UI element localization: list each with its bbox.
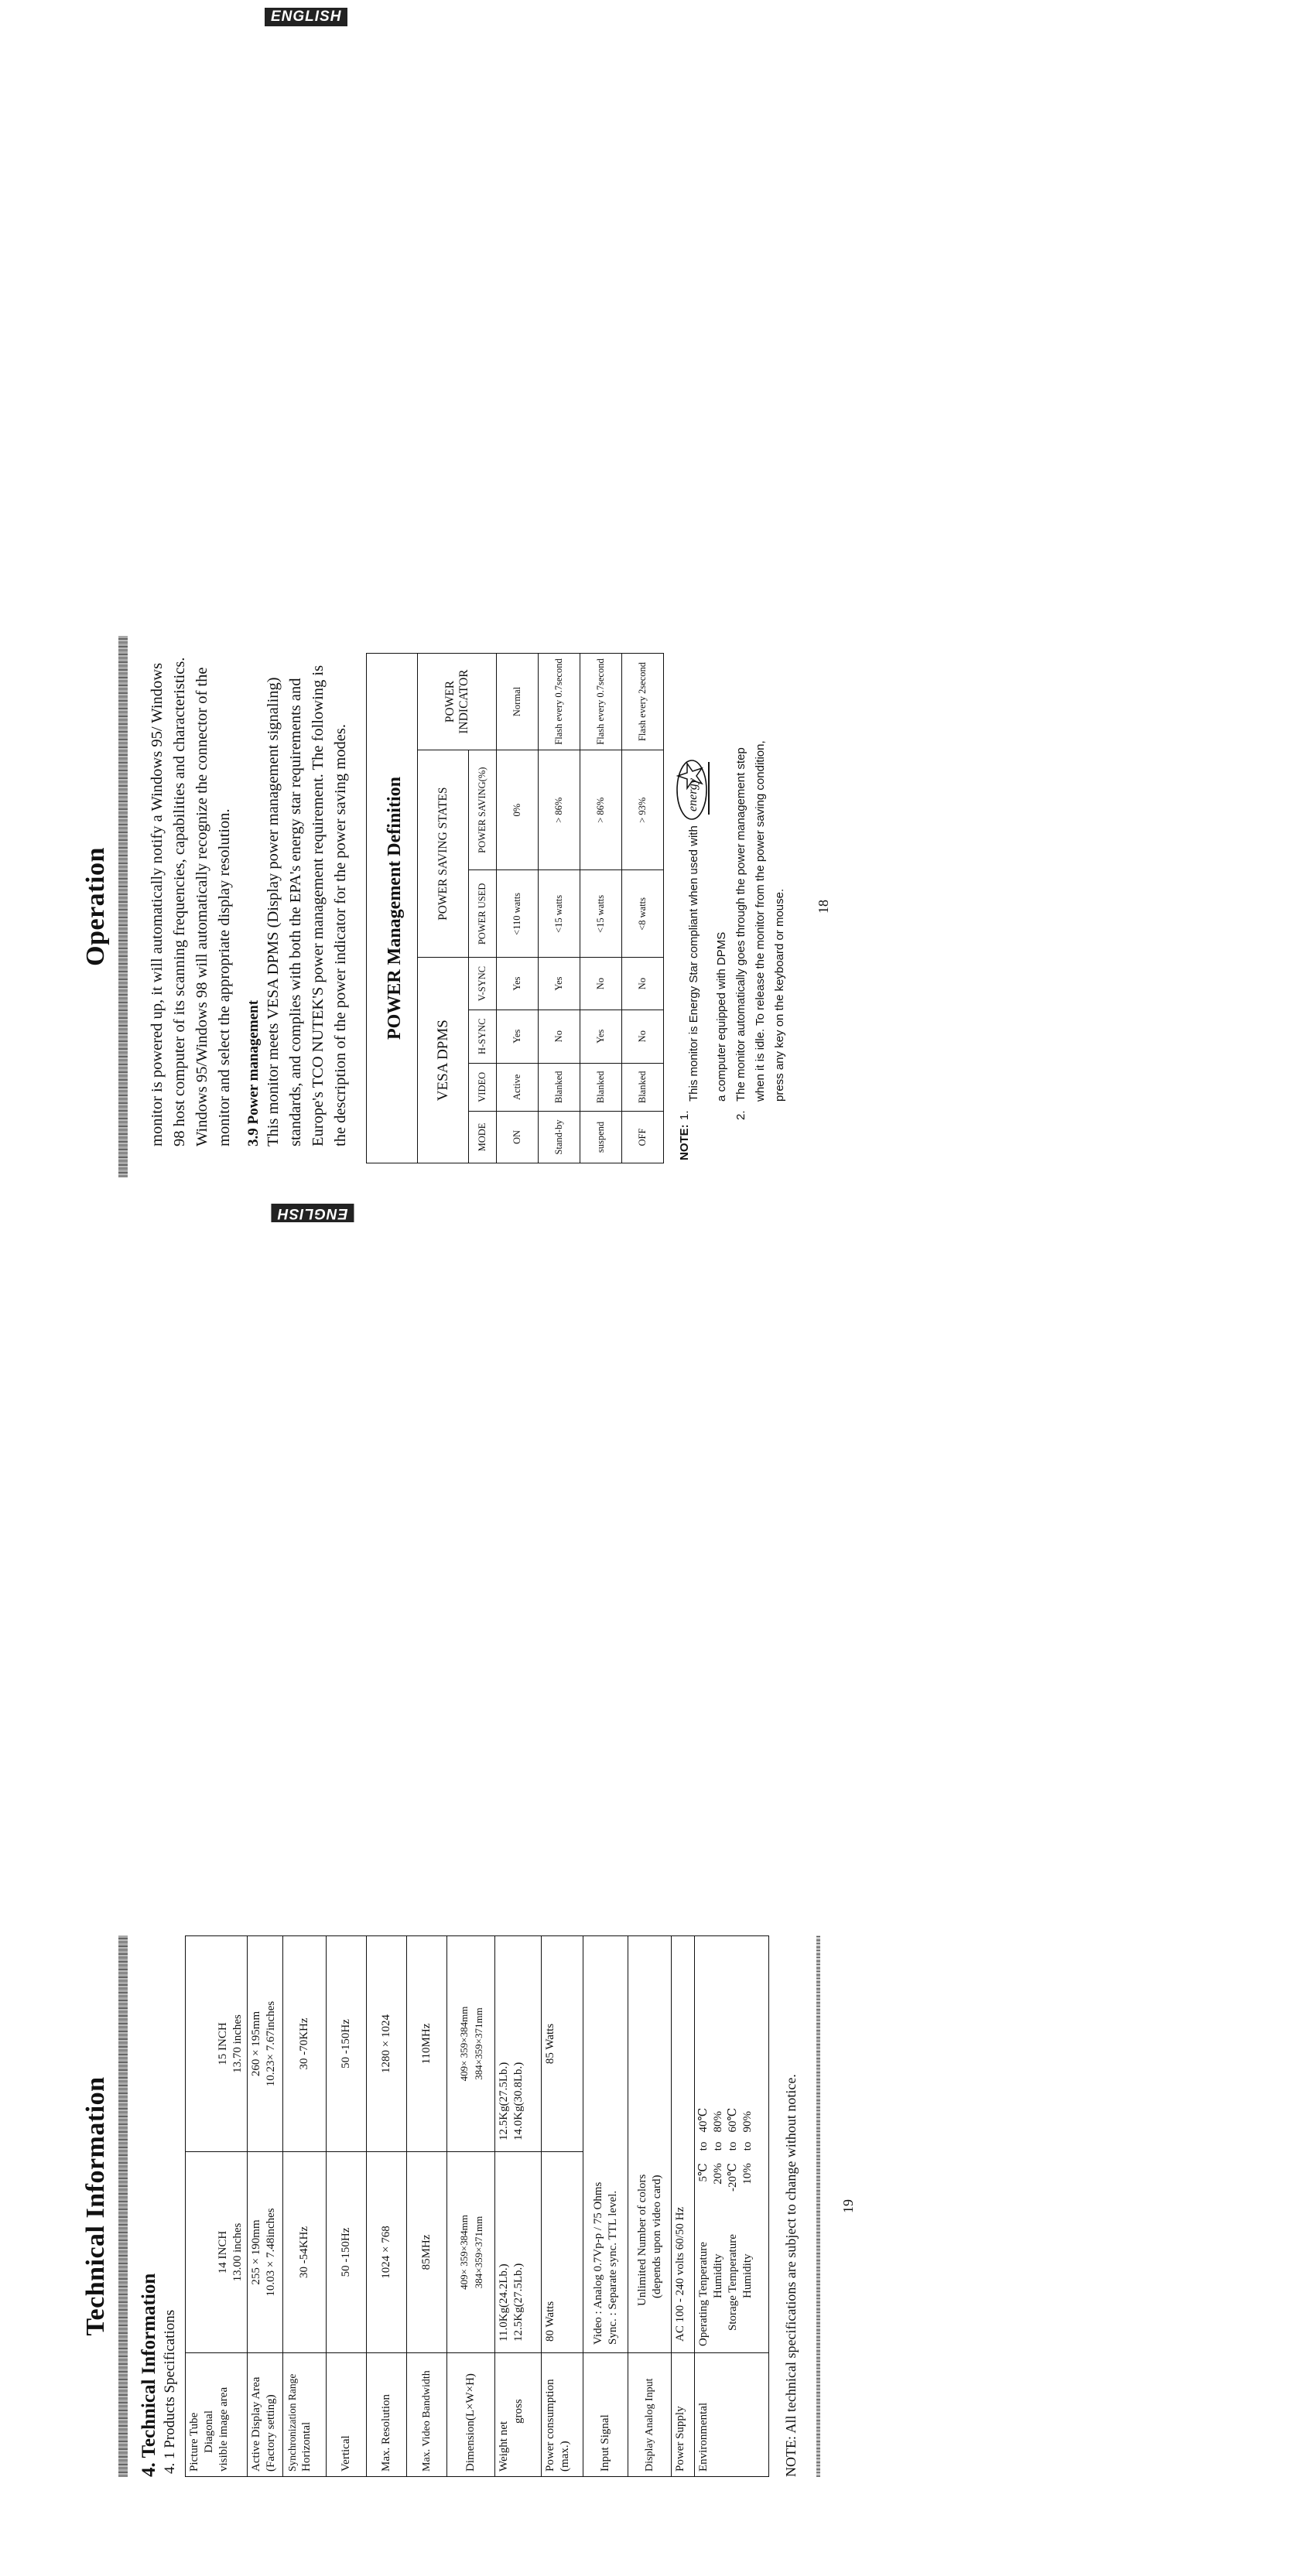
value-line: Video : Analog 0.7Vp-p / 75 Ohms	[591, 2181, 604, 2345]
value-line: 10.23× 7.67inches	[265, 2000, 277, 2087]
value-line: 10.03 × 7.48inches	[265, 2208, 277, 2297]
value-line: 260 × 195mm	[250, 2011, 262, 2077]
label-cell: Display Analog Input	[628, 2353, 672, 2477]
value-15in: 50 -150Hz	[327, 1936, 367, 2152]
environment-cell	[695, 1936, 769, 2353]
intro-paragraph: monitor is powered up, it will automatically notify a Windows 95/ Windows 98 host computer of its scanning frequencies, capabilities and characteristics. Windows 95/Windows 98 will automatically recognize the connector of the monitor and select the appropriate display resolution.	[149, 657, 233, 1146]
label-cell	[542, 2353, 583, 2477]
language-tab-top: ENGLISH	[265, 8, 347, 26]
table-row	[367, 1936, 407, 2477]
table-row	[407, 1936, 447, 2477]
env-label: Humidity	[741, 2253, 754, 2298]
footer-divider	[816, 1935, 820, 2477]
page-19	[81, 630, 871, 1203]
page-title-operation: Operation	[81, 847, 110, 966]
value-line: 14 INCH	[217, 2230, 229, 2274]
label-line: Horizontal	[300, 2421, 313, 2472]
value-15in: 1280 × 1024	[367, 1936, 407, 2152]
env-min: 20%	[712, 2163, 724, 2185]
label-cell: Dimension(L×W×H)	[447, 2353, 495, 2477]
value-14in	[186, 2152, 248, 2353]
cell: Yes	[539, 958, 580, 1010]
cell: <8 watts	[622, 870, 664, 958]
section-heading-4-1: 4. 1 Products Specifications	[162, 2309, 178, 2474]
cell: > 93%	[622, 750, 664, 870]
value-line: (depends upon video card)	[650, 2175, 663, 2298]
col-power-used: POWER USED	[469, 870, 497, 958]
cell: Flash every 0.7second	[580, 654, 622, 750]
value-line: 11.0Kg(24.2Lb.)	[498, 2263, 510, 2342]
cell: Blanked	[580, 1063, 622, 1111]
cell: Normal	[497, 654, 539, 750]
section-paragraph: This monitor meets VESA DPMS (Display power management signaling) standards, and complies with both the EPA's energy star requirements and Europe's TCO NUTEK'S power management requirement. The following is the description of the power indicator for the power saving modes.	[265, 664, 349, 1146]
table-title: POWER Management Definition	[385, 777, 405, 1040]
cell: Blanked	[622, 1063, 664, 1111]
value-15in	[248, 1936, 283, 2152]
table-row	[542, 1936, 583, 2477]
group-power-indicator: POWER INDICATOR	[418, 654, 497, 750]
value-15in	[495, 1936, 542, 2152]
note-1-line-1: This monitor is Energy Star compliant when used with	[686, 825, 700, 1102]
value-line: 13.00 inches	[231, 2222, 244, 2282]
cell: OFF	[622, 1111, 664, 1163]
note-2-line-3: press any key on the keyboard or mouse.	[773, 888, 786, 1102]
label-cell	[495, 2353, 542, 2477]
note-1-line-2: a computer equipped with DPMS	[715, 931, 728, 1102]
label-line: (Factory setting)	[265, 2394, 277, 2472]
col-mode: MODE	[469, 1111, 497, 1163]
page-title-technical-information: Technical Information	[81, 2076, 110, 2336]
value-14in	[495, 2152, 542, 2353]
table-row	[695, 1936, 769, 2477]
note-2-line-2: when it is idle. To release the monitor from the power saving condition,	[754, 740, 767, 1102]
env-min: -20℃	[727, 2163, 739, 2192]
page-19-content	[81, 1935, 878, 2477]
col-h-sync: H-SYNC	[469, 1010, 497, 1063]
value-15in: 30 -70KHz	[283, 1936, 327, 2152]
value-line: 13.70 inches	[231, 2014, 244, 2073]
env-max: 90%	[741, 2111, 754, 2133]
value-line: Sync. : Separate sync. TTL level.	[606, 2190, 619, 2345]
table-row	[583, 1936, 628, 2477]
value-line: 15 INCH	[217, 2022, 229, 2065]
cell: suspend	[580, 1111, 622, 1163]
label-cell	[186, 2353, 248, 2477]
group-power-saving-states: POWER SAVING STATES	[418, 750, 469, 958]
cell: 0%	[497, 750, 539, 870]
spec-footnote: NOTE: All technical specifications are subject to change without notice.	[783, 2074, 799, 2477]
label-line: Active Display Area	[250, 2376, 262, 2472]
value-line: 409× 359×384mm	[457, 2215, 470, 2290]
energy-logo-text: energy	[686, 778, 700, 812]
cell: No	[539, 1010, 580, 1063]
section-heading: 3.9 Power management	[245, 999, 262, 1146]
cell: No	[622, 1010, 664, 1063]
cell: <110 watts	[497, 870, 539, 958]
env-max: 80%	[712, 2111, 724, 2133]
env-max: 60℃	[727, 2107, 739, 2133]
spec-table	[185, 1935, 769, 2477]
label-line: Weight net	[498, 2421, 510, 2472]
label-cell: Power Supply	[672, 2353, 695, 2477]
cell: Flash every 0.7second	[539, 654, 580, 750]
list-item	[741, 2105, 755, 2346]
note-number: 2.	[734, 1110, 748, 1120]
cell: No	[580, 958, 622, 1010]
table-row	[186, 1936, 248, 2477]
env-to: to	[727, 2141, 739, 2151]
label-line: Diagonal	[203, 2410, 215, 2453]
note-number: 1.	[678, 1110, 691, 1120]
cell: <15 watts	[580, 870, 622, 958]
list-item	[711, 2105, 726, 2346]
value-line: 384×359×371mm	[472, 2007, 484, 2080]
label-cell: Environmental	[695, 2353, 769, 2477]
label-cell	[283, 2353, 327, 2477]
environment-list	[696, 2105, 755, 2346]
note-2-line-1: The monitor automatically goes through the power management step	[734, 747, 748, 1102]
cell: Stand-by	[539, 1111, 580, 1163]
env-to: to	[697, 2141, 710, 2151]
table-row	[628, 1936, 672, 2477]
cell: Yes	[497, 1010, 539, 1063]
col-video: VIDEO	[469, 1063, 497, 1111]
value-merged: AC 100 - 240 volts 60/50 Hz	[672, 1936, 695, 2353]
cell: No	[622, 958, 664, 1010]
value-14in: 30 -54KHz	[283, 2152, 327, 2353]
list-item	[696, 2105, 711, 2346]
value-merged	[628, 1936, 672, 2353]
env-to: to	[741, 2141, 754, 2151]
label-line: gross	[512, 2399, 525, 2424]
cell: ON	[497, 1111, 539, 1163]
value-merged	[583, 1936, 628, 2353]
cell: Active	[497, 1063, 539, 1111]
list-item	[726, 2105, 741, 2346]
value-14in	[447, 2152, 495, 2353]
value-line: Unlimited Number of colors	[635, 2174, 648, 2306]
value-15in	[447, 1936, 495, 2152]
cell: > 86%	[539, 750, 580, 870]
value-line: 255 × 190mm	[250, 2219, 262, 2285]
page-number: 19	[840, 2199, 856, 2213]
cell: Yes	[580, 1010, 622, 1063]
cell: Blanked	[539, 1063, 580, 1111]
label-cell: Max. Resolution	[367, 2353, 407, 2477]
page-number: 18	[816, 900, 831, 914]
table-row	[495, 1936, 542, 2477]
value-line: 409× 359×384mm	[457, 2006, 470, 2082]
value-line: 384×359×371mm	[472, 2216, 484, 2289]
value-14in: 50 -150Hz	[327, 2152, 367, 2353]
cell: <15 watts	[539, 870, 580, 958]
label-line: Synchronization Range	[286, 2373, 298, 2472]
table-row	[327, 1936, 367, 2477]
cell: > 86%	[580, 750, 622, 870]
label-cell: Input Signal	[583, 2353, 628, 2477]
col-power-saving: POWER SAVING(%)	[469, 750, 497, 870]
cell: Yes	[497, 958, 539, 1010]
col-v-sync: V-SYNC	[469, 958, 497, 1010]
value-15in	[186, 1936, 248, 2152]
env-to: to	[712, 2141, 724, 2151]
section-heading-4: 4. Technical Information	[139, 2273, 159, 2477]
value-15in: 110MHz	[407, 1936, 447, 2152]
env-min: 5℃	[697, 2163, 710, 2182]
env-label: Operating Tenperature	[697, 2242, 710, 2346]
note-label: NOTE:	[678, 1124, 691, 1160]
title-divider	[118, 1935, 128, 2477]
env-label: Storage Temperature	[727, 2234, 739, 2331]
label-cell	[248, 2353, 283, 2477]
value-15in: 85 Watts	[542, 1936, 583, 2152]
env-label: Humidity	[712, 2253, 724, 2298]
label-line: Power consumption	[544, 2379, 556, 2472]
table-row	[447, 1936, 495, 2477]
table-row	[672, 1936, 695, 2477]
env-max: 40℃	[697, 2107, 710, 2133]
label-cell: Vertical	[327, 2353, 367, 2477]
group-vesa-dpms: VESA DPMS	[418, 958, 469, 1163]
env-min: 10%	[741, 2163, 754, 2185]
label-line: visible image area	[217, 2386, 230, 2472]
label-line: Picture Tube	[188, 2412, 200, 2472]
table-row	[248, 1936, 283, 2477]
value-14in: 85MHz	[407, 2152, 447, 2353]
value-14in: 80 Watts	[542, 2152, 583, 2353]
table-row	[283, 1936, 327, 2477]
value-line: 14.0Kg(30.8Lb.)	[512, 2062, 525, 2140]
value-14in	[248, 2152, 283, 2353]
label-line: (max.)	[559, 2441, 571, 2472]
language-tab-bottom: ENGLISH	[271, 1204, 354, 1222]
cell: Flash every 2second	[622, 654, 664, 750]
value-14in: 1024 × 768	[367, 2152, 407, 2353]
value-line: 12.5Kg(27.5Lb.)	[512, 2263, 525, 2342]
label-cell: Max. Video Bandwidth	[407, 2353, 447, 2477]
value-line: 12.5Kg(27.5Lb.)	[498, 2062, 510, 2140]
